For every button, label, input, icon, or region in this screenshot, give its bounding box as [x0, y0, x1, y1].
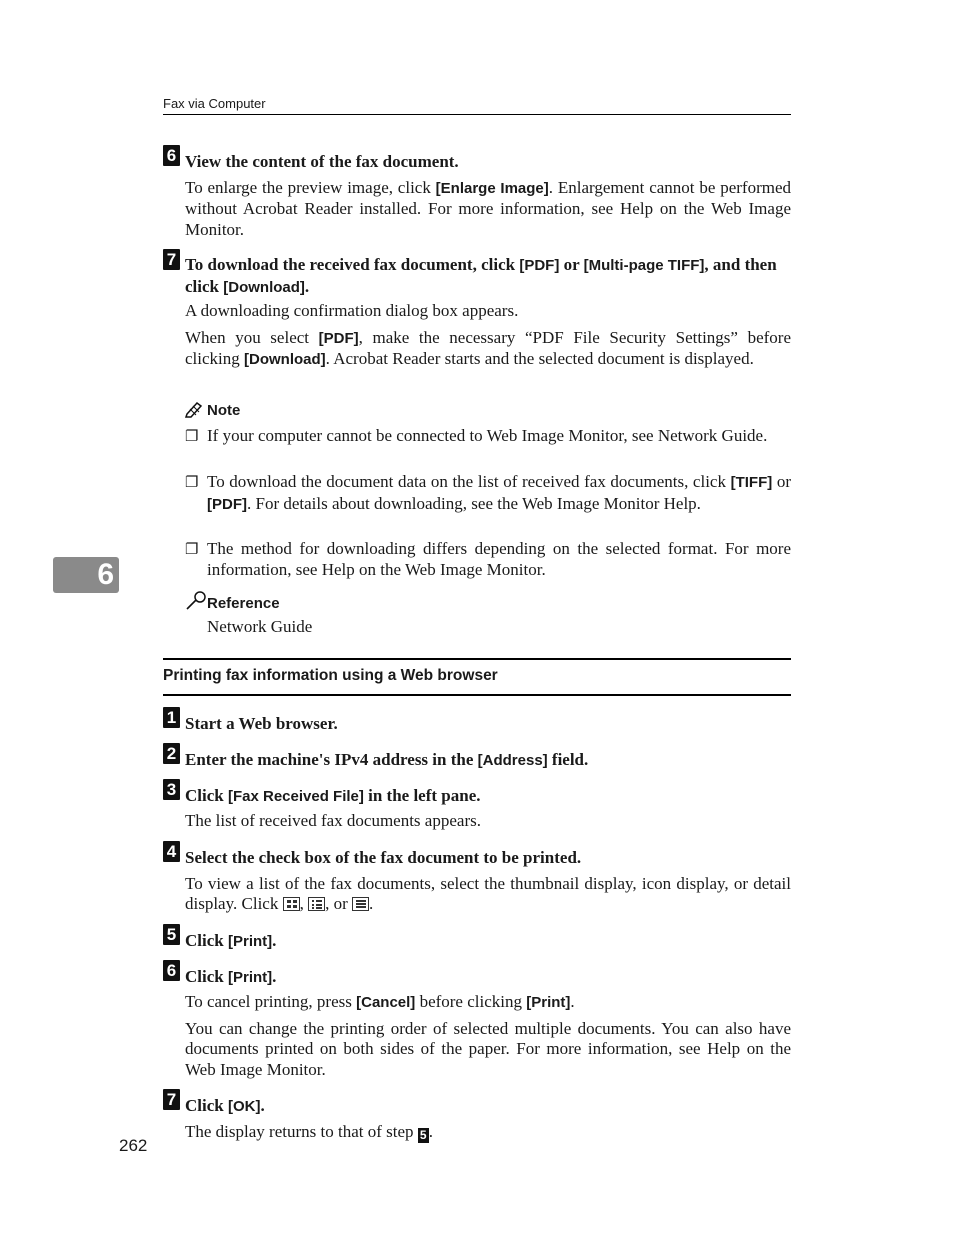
running-header: Fax via Computer [163, 96, 266, 111]
step-heading: Enter the machine's IPv4 address in the [Address] field. [185, 750, 589, 769]
step-paragraph: The display returns to that of step 5 . [185, 1122, 434, 1142]
reference-text: Network Guide [207, 617, 313, 636]
step-paragraph: The list of received fax documents appears. [185, 811, 481, 830]
step-paragraph: To cancel printing, press [Cancel] before clicking [Print]. [185, 992, 575, 1011]
section-title: Printing fax information using a Web browser [163, 667, 498, 684]
page-number: 262 [119, 1136, 148, 1155]
step-heading: Start a Web browser. [185, 714, 338, 733]
step-number: 6 [163, 960, 180, 981]
step-number: 4 [163, 841, 180, 862]
section-rule-top [163, 658, 791, 660]
step-heading: Click [Print]. [185, 931, 277, 950]
step-paragraph: When you select [PDF], make the necessary “PDF File Security Settings” before clicking [Download]. Acrobat Reader starts and the selected document is displayed. [185, 328, 791, 369]
section-rule-bottom [163, 694, 791, 696]
step-paragraph: A downloading confirmation dialog box appears. [185, 301, 519, 320]
step-number: 1 [163, 707, 180, 728]
step-number: 6 [163, 145, 180, 166]
step-number: 5 [163, 924, 180, 945]
step-number: 3 [163, 779, 180, 800]
step-heading: View the content of the fax document. [185, 152, 459, 171]
step-heading: Click [Fax Received File] in the left pane. [185, 786, 481, 805]
step-heading: Click [Print]. [185, 967, 277, 986]
note-item: ❐ If your computer cannot be connected to Web Image Monitor, see Network Guide. [185, 426, 768, 445]
detail-display-icon[interactable] [352, 897, 369, 911]
step-heading: Select the check box of the fax document to be printed. [185, 848, 582, 867]
step-number: 2 [163, 743, 180, 764]
note-title: Note [207, 402, 241, 419]
step-paragraph: To enlarge the preview image, click [Enlarge Image]. Enlargement cannot be performed without Acrobat Reader installed. For more information, see Help on the Web Image Monitor. [185, 178, 792, 239]
step-paragraph: You can change the printing order of selected multiple documents. You can also have documents printed on both sides of the paper. For more information, see Help on the Web Image Monitor. [185, 1019, 791, 1079]
note-item: ❐ To download the document data on the list of received fax documents, click [TIFF] or [PDF]. For details about downloading, see the Web Image Monitor Help. [185, 472, 791, 513]
thumbnail-display-icon[interactable] [283, 897, 300, 911]
step-heading: To download the received fax document, click [PDF] or [Multi-page TIFF], and then click [Download]. [185, 255, 777, 296]
note-item: ❐ The method for downloading differs depending on the selected format. For more information, see Help on the Web Image Monitor. [185, 539, 791, 579]
step-paragraph: To view a list of the fax documents, select the thumbnail display, icon display, or detail display. Click , , or . [185, 874, 791, 914]
header-rule [163, 114, 791, 115]
chapter-tab: 6 [53, 557, 119, 593]
step-reference: 5 [418, 1128, 429, 1143]
step-number: 7 [163, 249, 180, 270]
reference-title: Reference [207, 595, 280, 612]
step-heading: Click [OK]. [185, 1096, 265, 1115]
step-number: 7 [163, 1089, 180, 1110]
icon-display-icon[interactable] [308, 897, 325, 911]
note-pencil-icon [185, 400, 205, 423]
reference-key-icon [185, 591, 207, 616]
